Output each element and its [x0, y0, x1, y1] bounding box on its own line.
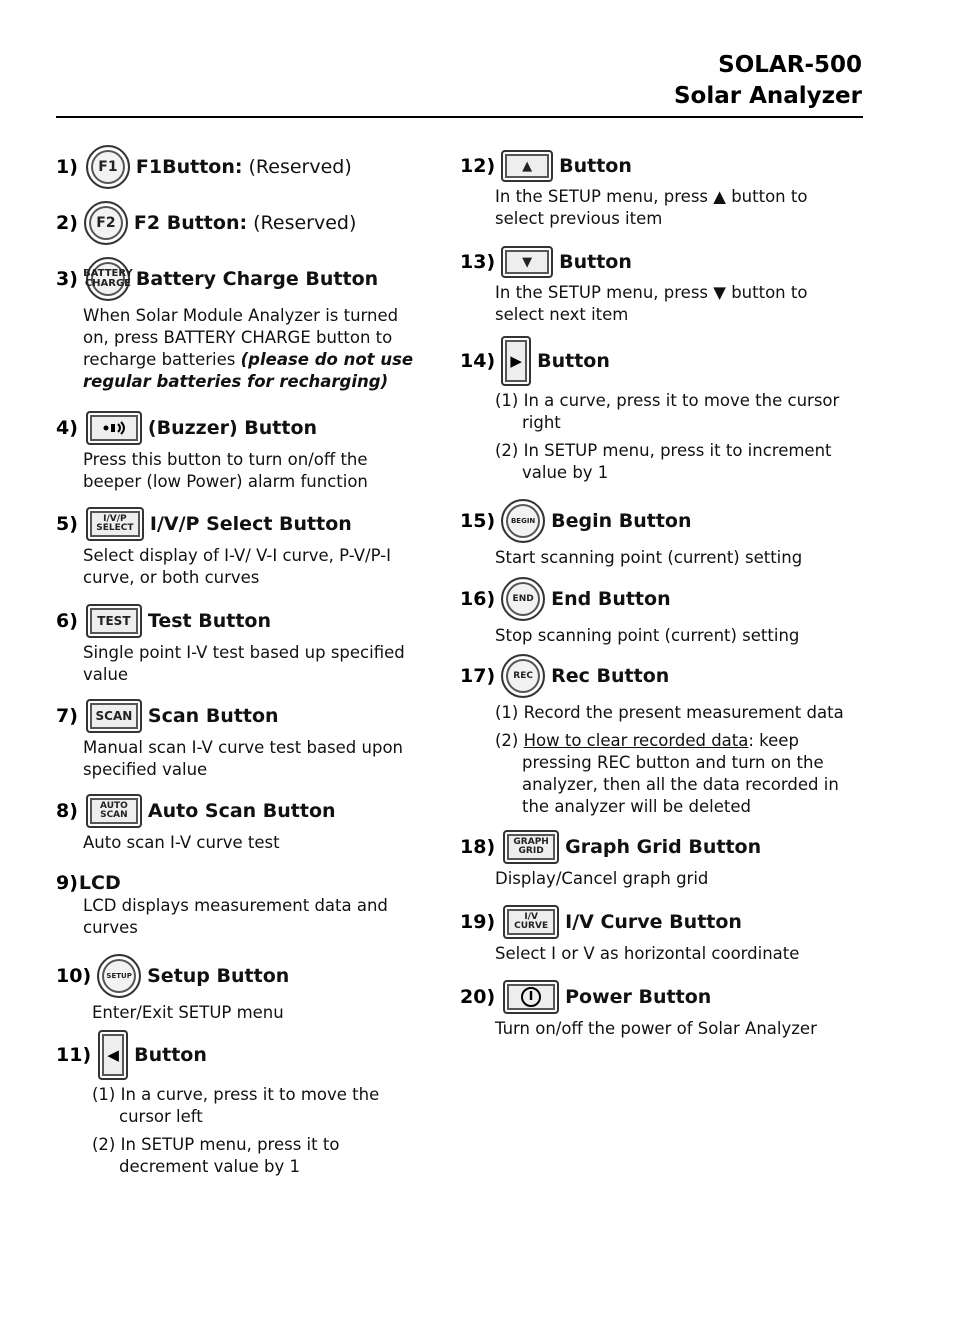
item-setup [56, 954, 426, 1024]
up-triangle-glyph: ▲ [713, 187, 726, 206]
item-description: In the SETUP menu, press ▼ button to select next item [495, 283, 808, 324]
item-scan [56, 699, 426, 781]
item-iv-curve [460, 905, 860, 965]
item-description: Enter/Exit SETUP menu [92, 1003, 284, 1022]
item-description: Stop scanning point (current) setting [495, 626, 800, 645]
item-description [495, 702, 863, 818]
item-number: 2) [56, 212, 78, 234]
item-number: 8) [56, 800, 78, 822]
item-description: Select display of I-V/ V-I curve, P-V/P-I curve, or both curves [83, 546, 392, 587]
end-icon: END [501, 577, 545, 621]
item-number: 18) [460, 836, 496, 858]
product-title: Solar Analyzer [673, 83, 862, 109]
item-title: I/V/P Select Button [149, 513, 352, 535]
item-test [56, 604, 426, 686]
f1-button-icon: F1 [86, 145, 130, 189]
item-description: When Solar Module Analyzer is turned on, press BATTERY CHARGE button to recharge batteries (please do not use regular batteries for recharging) [83, 306, 414, 391]
description-line: (2) In SETUP menu, press it to increment value by 1 [495, 441, 832, 482]
clear-data-link-text: How to clear recorded data [523, 731, 749, 750]
item-title: Setup Button [147, 965, 290, 987]
test-icon: TEST [86, 604, 142, 638]
item-right-button [460, 336, 860, 490]
item-number: 11) [56, 1044, 92, 1066]
item-description: In the SETUP menu, press ▲ button to select previous item [495, 187, 808, 228]
item-battery-charge [56, 257, 426, 393]
item-number: 14) [460, 350, 496, 372]
item-number: 9) [56, 872, 78, 894]
battery-charge-icon: BATTERY CHARGE [86, 257, 130, 301]
item-description: Single point I-V test based up specified value [83, 643, 405, 684]
item-left-button [56, 1030, 426, 1184]
item-number: 16) [460, 588, 496, 610]
item-number: 17) [460, 665, 496, 687]
item-number: 13) [460, 251, 496, 273]
item-number: 12) [460, 155, 496, 177]
f2-button-icon: F2 [84, 201, 128, 245]
down-arrow-icon: ▼ [501, 246, 553, 278]
item-title: Test Button [147, 610, 271, 632]
item-f1-button [56, 145, 426, 189]
item-f2-button [56, 201, 426, 245]
item-description: Press this button to turn on/off the beeper (low Power) alarm function [83, 450, 368, 491]
item-description: Turn on/off the power of Solar Analyzer [495, 1019, 817, 1038]
item-begin [460, 499, 860, 569]
item-number: 7) [56, 705, 78, 727]
item-ivp-select [56, 507, 426, 589]
item-title: LCD [78, 872, 121, 894]
item-number: 10) [56, 965, 92, 987]
item-title: End Button [551, 588, 671, 610]
document-header [674, 50, 862, 112]
description-line: (1) In a curve, press it to move the cursor left [92, 1085, 380, 1126]
description-line: (1) Record the present measurement data [495, 703, 844, 722]
item-buzzer [56, 411, 426, 493]
item-title: F2 Button: (Reserved) [133, 212, 357, 234]
right-arrow-icon: ▶ [501, 336, 531, 386]
down-triangle-glyph: ▼ [713, 283, 726, 302]
item-description: Select I or V as horizontal coordinate [495, 944, 800, 963]
item-title: Rec Button [551, 665, 670, 687]
item-title: Button [559, 251, 632, 273]
auto-scan-icon: AUTO SCAN [86, 794, 142, 828]
item-down-button [460, 246, 860, 326]
header-rule [56, 116, 863, 118]
item-title: Graph Grid Button [565, 836, 762, 858]
item-title: Button [134, 1044, 207, 1066]
item-number: 3) [56, 268, 78, 290]
graph-grid-icon: GRAPH GRID [503, 830, 559, 864]
item-title: Scan Button [147, 705, 279, 727]
item-title: Button [559, 155, 632, 177]
item-auto-scan [56, 794, 426, 854]
item-number: 15) [460, 510, 496, 532]
description-line: (2) In SETUP menu, press it to decrement value by 1 [92, 1135, 340, 1176]
item-title: Battery Charge Button [135, 268, 379, 290]
begin-icon: BEGIN [501, 499, 545, 543]
buzzer-icon [86, 411, 142, 445]
item-description: Auto scan I-V curve test [83, 833, 280, 852]
item-description [495, 390, 860, 484]
rec-icon: REC [501, 654, 545, 698]
item-up-button [460, 150, 860, 230]
item-number: 19) [460, 911, 496, 933]
ivp-select-icon: I/V/P SELECT [86, 507, 144, 541]
item-end [460, 577, 860, 647]
item-number: 4) [56, 417, 78, 439]
description-line: (2) How to clear recorded data: keep pressing REC button and turn on the analyzer, then all the data recorded in the analyzer will be deleted [495, 731, 839, 816]
item-description: Manual scan I-V curve test based upon specified value [83, 738, 404, 779]
item-description [92, 1084, 412, 1178]
item-title: Button [537, 350, 610, 372]
item-title: Auto Scan Button [147, 800, 336, 822]
item-number: 20) [460, 986, 496, 1008]
power-icon [503, 980, 559, 1014]
up-arrow-icon: ▲ [501, 150, 553, 182]
item-title: F1Button: (Reserved) [135, 156, 352, 178]
item-lcd [56, 871, 426, 939]
iv-curve-icon: I/V CURVE [503, 905, 559, 939]
description-line: (1) In a curve, press it to move the cursor right [495, 391, 840, 432]
left-arrow-icon: ◀ [98, 1030, 128, 1080]
item-title: I/V Curve Button [565, 911, 742, 933]
model-title: SOLAR-500 [718, 52, 862, 78]
item-title: (Buzzer) Button [147, 417, 318, 439]
item-rec [460, 654, 860, 824]
setup-icon: SETUP [97, 954, 141, 998]
item-description: Display/Cancel graph grid [495, 869, 709, 888]
item-graph-grid [460, 830, 860, 890]
item-number: 1) [56, 156, 78, 178]
item-title: Begin Button [551, 510, 692, 532]
item-description: Start scanning point (current) setting [495, 548, 803, 567]
item-number: 5) [56, 513, 78, 535]
item-power [460, 980, 860, 1040]
item-number: 6) [56, 610, 78, 632]
item-description: LCD displays measurement data and curves [83, 896, 388, 937]
scan-icon: SCAN [86, 699, 142, 733]
item-title: Power Button [565, 986, 712, 1008]
